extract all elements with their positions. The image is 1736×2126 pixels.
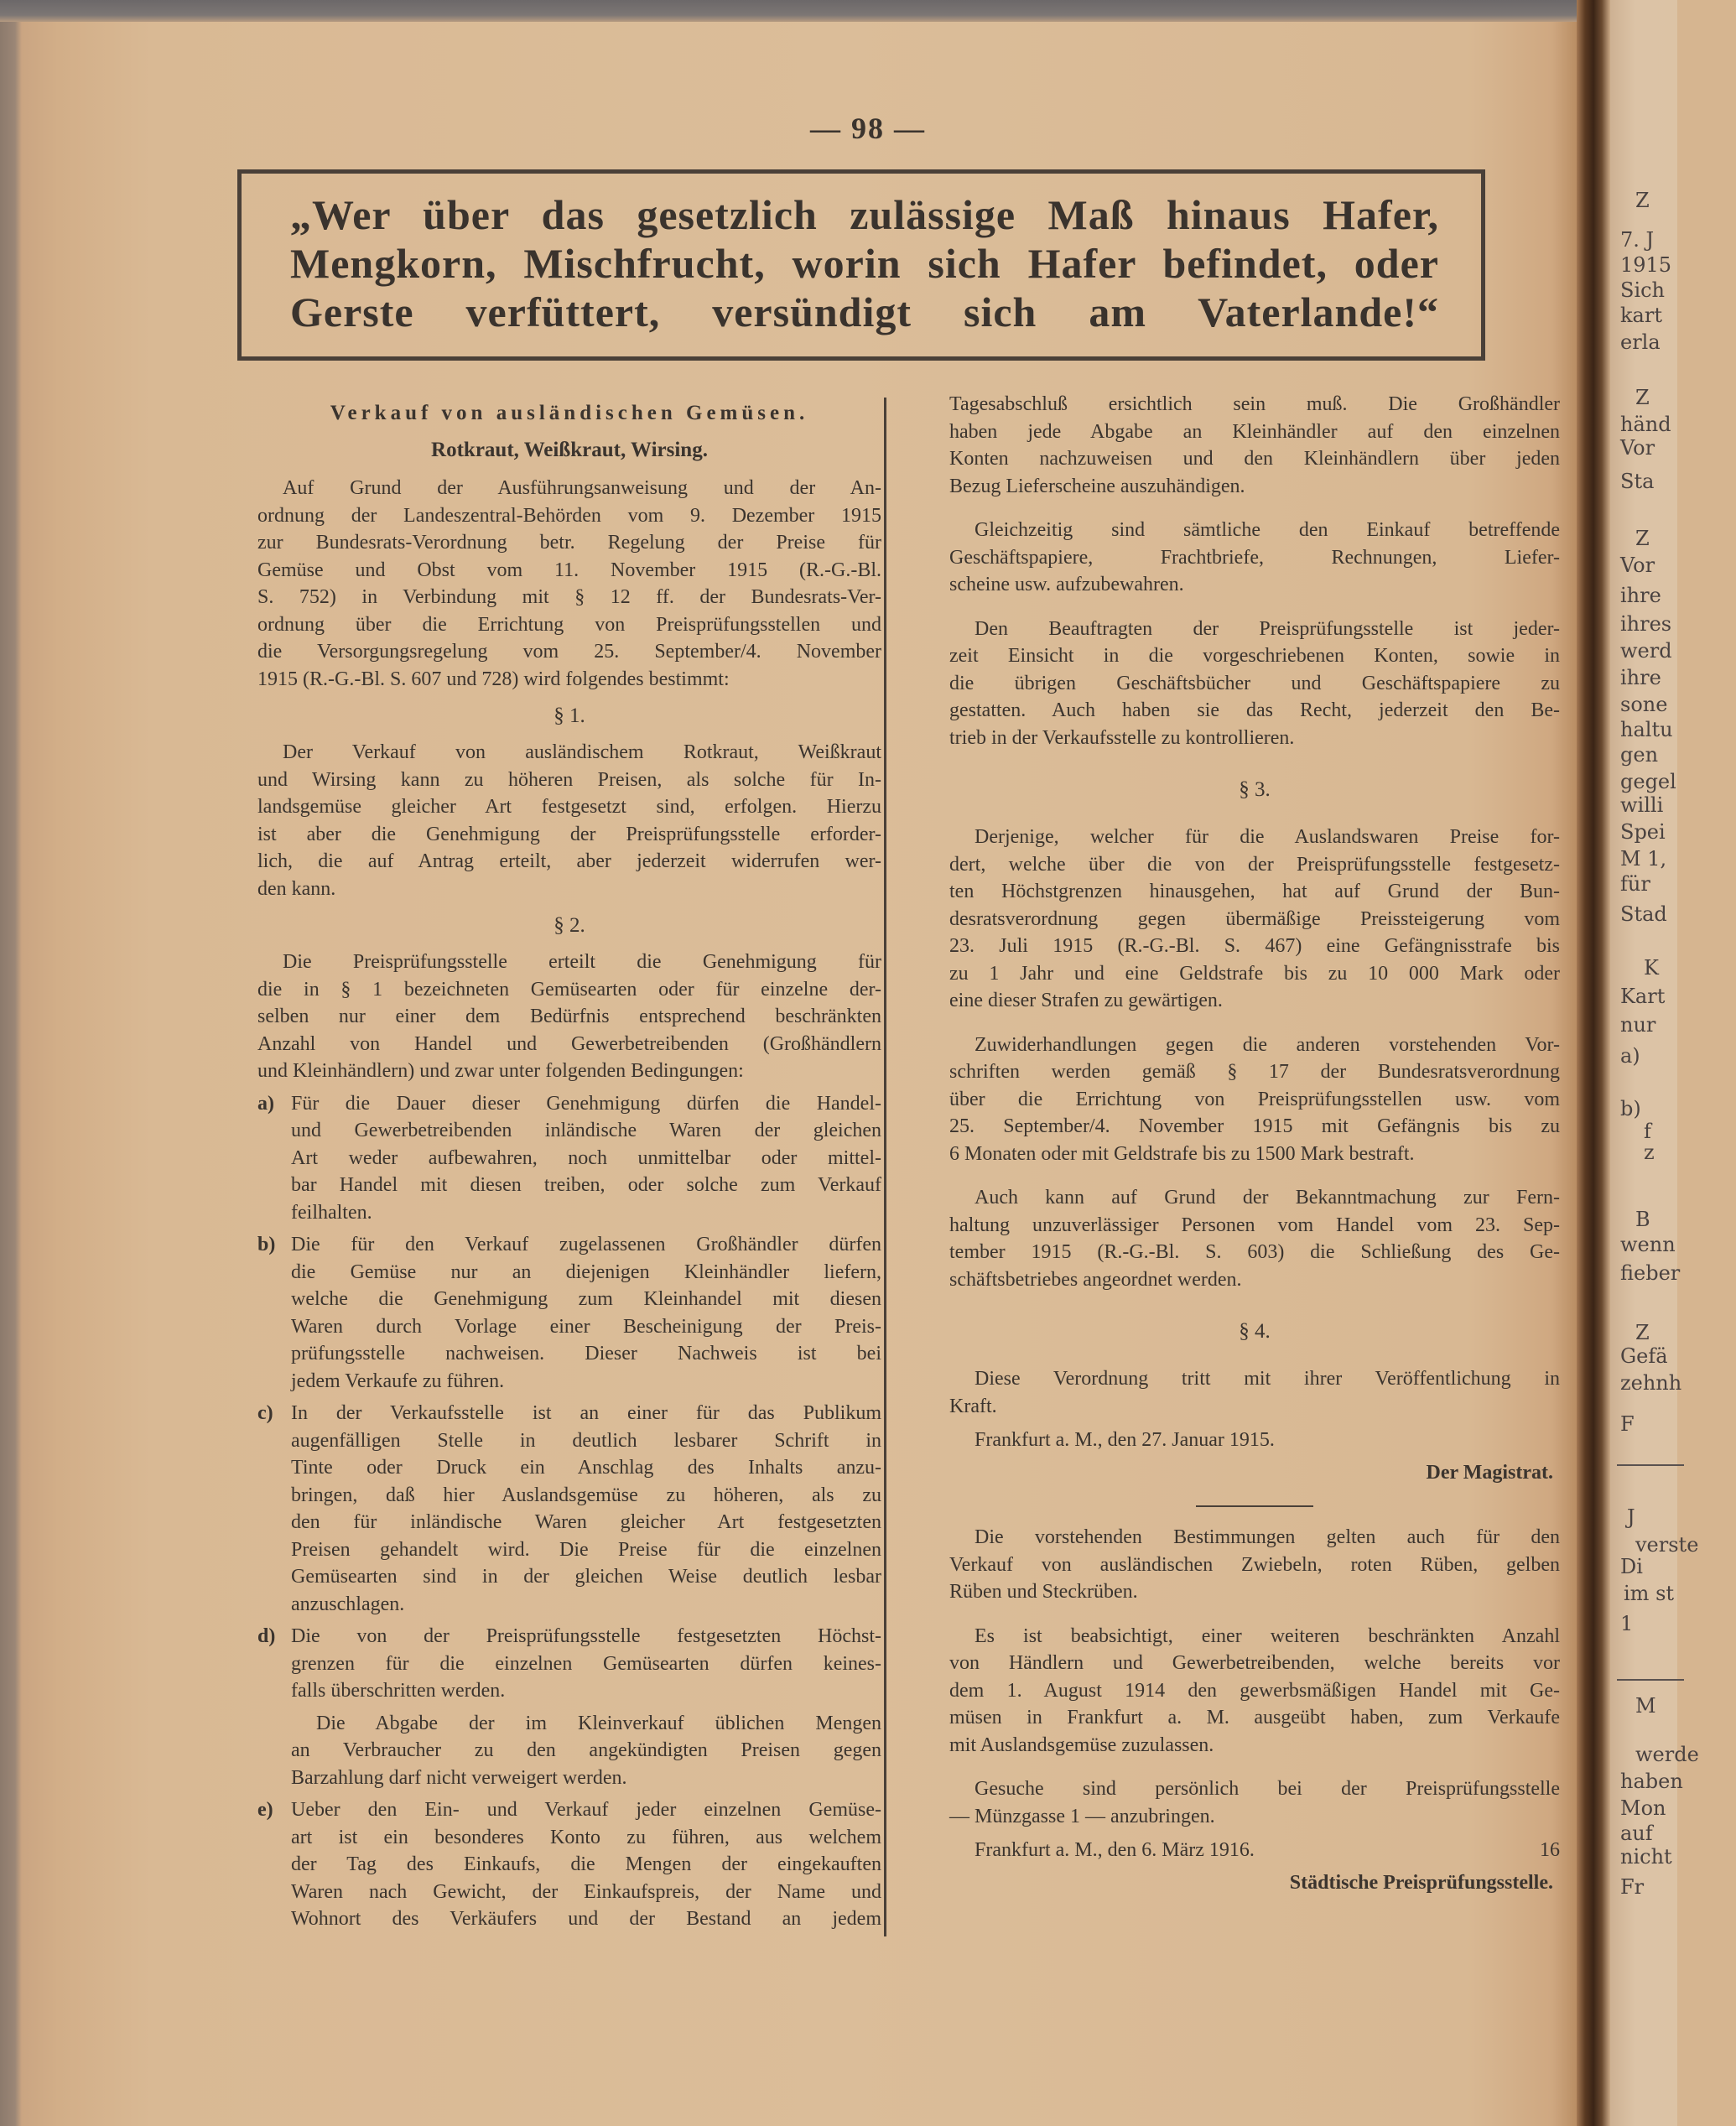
sub-paragraph [257,1710,881,1792]
adjacent-page-fragment: B [1635,1208,1650,1231]
page-number: — 98 — [810,112,926,145]
text-line: Auch kann auf Grund der Bekanntmachung zur Fern- [975,1187,1560,1209]
adjacent-page-fragment: erla [1620,330,1661,354]
text-line: landsgemüse gleicher Art festgesetzt sind, erfolgen. Hierzu [257,796,881,818]
adjacent-page-fragment: haltu [1620,718,1673,741]
text-line: Die vorstehenden Bestimmungen gelten auch für den [975,1526,1560,1548]
adjacent-page-fragment: wenn [1620,1233,1676,1256]
text-line: selben nur einer dem Bedürfnis entsprechend beschränkten [257,1006,881,1027]
text-line: lich, die auf Antrag erteilt, aber jederzeit widerrufen wer- [257,850,881,872]
text-line: dem 1. August 1914 den gewerbsmäßigen Handel mit Ge- [949,1679,1560,1702]
place-date-line [949,1837,1560,1864]
paragraph-continued [949,391,1560,500]
text-line: den für inländische Waren gleicher Art festgesetzten [291,1511,881,1533]
text-line: Preisen gehandelt wird. Die Preise für die einzelnen [291,1538,881,1561]
text-line: Bezug Lieferscheine auszuhändigen. [949,475,1245,497]
adjacent-page-fragment: Kart [1620,985,1666,1008]
adjacent-page-fragment: M 1, [1620,847,1667,871]
text-line: grenzen für die einzelnen Gemüsearten dürfen keines- [291,1652,881,1675]
adjacent-page-fragment: Z [1635,1321,1650,1344]
adjacent-page-fragment: verste [1635,1533,1699,1557]
headline-line: Mengkorn, Mischfrucht, worin sich Hafer befindet, oder [290,240,1439,287]
text-line: Die für den Verkauf zugelassenen Großhändler dürfen [291,1234,881,1255]
paragraph [257,739,881,902]
adjacent-page-fragment: Vor [1620,554,1655,577]
text-line: Kraft. [949,1395,997,1417]
text-line: gestatten. Auch haben sie das Recht, jederzeit den Be- [949,699,1560,721]
adjacent-page-fragment: Z [1635,189,1650,212]
adjacent-page-fragment: willi [1620,793,1664,817]
paragraph [949,1775,1560,1830]
text-line: eine dieser Strafen zu gewärtigen. [949,990,1223,1011]
text-line: Den Beauftragten der Preisprüfungsstelle ist jeder- [975,617,1560,640]
list-item [257,1796,881,1933]
text-line: In der Verkaufsstelle ist an einer für das Publikum [291,1402,881,1424]
notice-number: 16 [1540,1839,1560,1861]
adjacent-page-fragment: Gefä [1620,1344,1668,1368]
paragraph [949,824,1560,1015]
text-line: Waren nach Gewicht, der Einkaufspreis, der Name und [291,1880,881,1903]
paragraph [949,1524,1560,1606]
text-line: und Gewerbetreibenden inländische Waren der gleichen [291,1120,881,1141]
text-line: Die von der Preisprüfungsstelle festgesetzten Höchst- [291,1625,881,1647]
text-line: ordnung der Landeszentral-Behörden vom 9. Dezember 1915 [257,504,881,527]
text-line: schriften werden gemäß § 17 der Bundesratsverordnung [949,1061,1560,1083]
column-divider [884,398,886,1936]
text-line: jedem Verkaufe zu führen. [291,1370,505,1392]
text-line: Anzahl von Handel und Gewerbetreibenden (Großhändlern [257,1032,881,1055]
text-line: Zuwiderhandlungen gegen die anderen vorstehenden Vor- [975,1033,1560,1056]
text-line: die übrigen Geschäftsbücher und Geschäftspapiere zu [949,672,1560,694]
text-line: Die Preisprüfungsstelle erteilt die Genehmigung für [283,951,881,973]
text-line: 23. Juli 1915 (R.-G.-Bl. S. 467) eine Gefängnisstrafe bis [949,935,1560,957]
paragraph [949,517,1560,599]
text-line: desratsverordnung gegen übermäßige Preissteigerung vom [949,907,1560,930]
paragraph [949,1365,1560,1420]
list-item [257,1623,881,1705]
paragraph [949,1184,1560,1293]
section-heading: § 4. [1239,1320,1271,1343]
adjacent-page-fragment: Vor [1620,436,1655,460]
text-line: Rüben und Steckrüben. [949,1581,1138,1603]
article-title: Verkauf von ausländischen Gemüsen. [330,402,809,424]
text-line: müsen in Frankfurt a. M. ausgeübt haben, zum Verkaufe [949,1707,1560,1728]
text-line: welche die Genehmigung zum Kleinhandel mit diesen [291,1288,881,1310]
adjacent-page-fragment: z [1644,1141,1655,1164]
text-line: Für die Dauer dieser Genehmigung dürfen die Handel- [291,1092,881,1115]
text-line: zur Bundesrats-Verordnung betr. Regelung der Preise für [257,532,881,554]
left-column [257,395,881,1933]
text-line: die Versorgungsregelung vom 25. September/4. November [257,641,881,663]
text-line: Es ist beabsichtigt, einer weiteren beschränkten Anzahl [975,1624,1560,1647]
adjacent-page-fragment: sone [1620,693,1668,716]
scan-top-edge [0,0,1581,22]
adjacent-page-fragment: Z [1635,386,1650,409]
text-line: 1915 (R.-G.-Bl. S. 607 und 728) wird folgendes bestimmt: [257,668,730,690]
text-line: Derjenige, welcher für die Auslandswaren Preise for- [975,826,1560,848]
list-item [257,1231,881,1395]
text-line: Die Abgabe der im Kleinverkauf üblichen Mengen [316,1712,881,1734]
text-line: S. 752) in Verbindung mit § 12 ff. der Bundesrats-Ver- [257,586,881,608]
article-subtitle: Rotkraut, Weißkraut, Wirsing. [431,439,708,461]
adjacent-page-fragment: haben [1620,1770,1683,1793]
adjacent-page-fragment: ihre [1620,666,1661,689]
text-line: Konten nachzuweisen und den Kleinhändlern über jeden [949,448,1560,470]
text-line: Auf Grund der Ausführungsanweisung und der An- [283,477,881,499]
text-line: trieb in der Verkaufsstelle zu kontrollieren. [949,726,1295,749]
list-item-label: e) [257,1799,273,1821]
text-line: Gemüse und Obst vom 11. November 1915 (R.-G.-Bl. [257,559,881,581]
text-line: haben jede Abgabe an Kleinhändler auf den einzelnen [949,420,1560,443]
text-line: an Verbraucher zu den angekündigten Preisen gegen [291,1739,881,1761]
text-line: Verkauf von ausländischen Zwiebeln, roten Rüben, gelben [949,1553,1560,1576]
list-item-label: b) [257,1234,276,1255]
right-column [949,391,1560,1897]
text-line: Gesuche sind persönlich bei der Preisprüfungsstelle [975,1778,1560,1800]
text-line: die Gemüse nur an diejenigen Kleinhändler liefern, [291,1261,881,1283]
headline-box [237,169,1485,361]
section-heading: § 3. [1239,778,1271,801]
adjacent-page-fragment: auf [1620,1822,1653,1845]
adjacent-page-fragment: Stad [1620,902,1667,926]
adjacent-page-fragment: händ [1620,413,1671,436]
text-line: feilhalten. [291,1201,372,1224]
list-item [257,1400,881,1618]
text-line: scheine usw. aufzubewahren. [949,574,1184,595]
adjacent-page-fragment: fieber [1620,1261,1681,1285]
paragraph [949,1032,1560,1168]
text-line: augenfälligen Stelle in deutlich lesbarer Schrift in [291,1429,881,1452]
adjacent-page-fragment: nur [1620,1013,1656,1037]
adjacent-page-fragment: Sich [1620,278,1666,302]
list-item-label: d) [257,1625,276,1647]
text-line: der Tag des Einkaufs, die Mengen der eingekauften [291,1853,881,1875]
text-line: ist aber die Genehmigung der Preisprüfungsstelle erforder- [257,823,881,845]
paragraph [257,949,881,1085]
section-heading: § 2. [554,914,585,937]
place-date: Frankfurt a. M., den 27. Januar 1915. [975,1429,1275,1451]
text-line: Wohnort des Verkäufers und der Bestand an jedem [291,1908,881,1930]
adjacent-page-fragment: werd [1620,639,1672,663]
text-line: falls überschritten werden. [291,1680,506,1702]
text-line: Gleichzeitig sind sämtliche den Einkauf betreffende [975,519,1560,541]
adjacent-page-fragment: F [1620,1412,1635,1436]
paragraph [949,1623,1560,1760]
signature: Der Magistrat. [1426,1462,1553,1484]
text-line: Tagesabschluß ersichtlich sein muß. Die Großhändler [949,393,1560,415]
adjacent-page-fragment: werde [1635,1743,1699,1766]
adjacent-page-fragment: f [1644,1120,1651,1143]
text-line: Barzahlung darf nicht verweigert werden. [291,1766,627,1789]
adjacent-page-fragment: J [1627,1505,1635,1529]
text-line: dert, welche über die von der Preisprüfungsstelle festgesetz- [949,853,1560,876]
text-line: und Kleinhändlern) und zwar unter folgenden Bedingungen: [257,1060,744,1082]
list-item-label: c) [257,1402,273,1424]
paragraph [257,475,881,693]
adjacent-page-fragment: gegel [1620,770,1676,793]
adjacent-page-fragment: im st [1624,1582,1675,1605]
text-line: ten Höchstgrenzen hinausgehen, hat auf Grund der Bun- [949,881,1560,902]
adjacent-page-fragment: Fr [1620,1875,1645,1899]
adjacent-page-fragment: für [1620,872,1650,896]
text-line: Diese Verordnung tritt mit ihrer Veröffentlichung in [975,1368,1560,1390]
signature: Städtische Preisprüfungsstelle. [1289,1872,1553,1894]
headline-line: „Wer über das gesetzlich zulässige Maß hinaus Hafer, [290,191,1439,238]
headline-line: Gerste verfüttert, versündigt sich am Vaterlande!“ [290,288,1439,335]
adjacent-page-fragment: 1915 [1620,253,1672,277]
text-line: von Händlern und Gewerbetreibenden, welche bereits vor [949,1652,1560,1674]
text-line: und Wirsing kann zu höheren Preisen, als solche für In- [257,768,881,791]
separator-rule [1196,1505,1313,1507]
book-gutter [1577,0,1610,2126]
adjacent-page-fragment: Spei [1620,820,1666,844]
text-line: anzuschlagen. [291,1593,405,1615]
text-line: haltung unzuverlässiger Personen vom Handel vom 23. Sep- [949,1214,1560,1236]
adjacent-page-fragment: ihres [1620,612,1672,636]
text-line: bringen, daß hier Auslandsgemüse zu höheren, als zu [291,1484,881,1506]
text-line: art ist ein besonderes Konto zu führen, aus welchem [291,1826,881,1848]
text-line: zu 1 Jahr und eine Geldstrafe bis zu 10 000 Mark oder [949,962,1560,985]
adjacent-page-fragment: Sta [1620,470,1655,493]
text-line: über die Errichtung von Preisprüfungsstellen usw. vom [949,1088,1560,1110]
text-line: Geschäftspapiere, Frachtbriefe, Rechnungen, Liefer- [949,546,1560,569]
adjacent-page-fragment: a) [1620,1044,1640,1068]
section-heading: § 1. [554,704,585,727]
adjacent-page-fragment: Z [1635,527,1650,550]
text-line: den kann. [257,877,336,900]
text-line: Ueber den Ein- und Verkauf jeder einzelnen Gemüse- [291,1799,881,1821]
adjacent-page-rule [1617,1679,1684,1681]
adjacent-page-fragment: zehnh [1620,1371,1682,1395]
adjacent-page-fragment: Mon [1620,1796,1666,1820]
adjacent-page-strip [1610,0,1699,2126]
adjacent-page-fragment: gen [1620,743,1659,767]
list-item-label: a) [257,1092,274,1115]
text-line: Art weder aufbewahren, noch unmittelbar oder mittel- [291,1146,881,1169]
text-line: tember 1915 (R.-G.-Bl. S. 603) die Schließung des Ge- [949,1241,1560,1263]
text-line: Tinte oder Druck ein Anschlag des Inhalts anzu- [291,1457,881,1479]
adjacent-page-fragment: b) [1620,1097,1641,1120]
place-date-line [949,1427,1560,1454]
text-line: — Münzgasse 1 — anzubringen. [949,1805,1215,1827]
adjacent-page-fragment: nicht [1620,1845,1672,1869]
text-line: mit Auslandsgemüse zuzulassen. [949,1734,1214,1756]
place-date: Frankfurt a. M., den 6. März 1916. [975,1839,1255,1861]
text-line: die in § 1 bezeichneten Gemüsearten oder für einzelne der- [257,978,881,1001]
text-line: Waren durch Vorlage einer Bescheinigung der Preis- [291,1315,881,1338]
adjacent-page-fragment: ihre [1620,584,1661,607]
adjacent-page-fragment: 7. J [1620,228,1655,252]
paragraph [949,616,1560,752]
adjacent-page-rule [1617,1464,1684,1466]
adjacent-page-fragment: K [1644,956,1659,980]
text-line: Gemüsearten sind in der gleichen Weise deutlich lesbar [291,1566,881,1588]
list-item [257,1090,881,1227]
text-line: schäftsbetriebes angeordnet werden. [949,1268,1242,1291]
adjacent-page-fragment: 1 [1620,1612,1634,1635]
text-line: prüfungsstelle nachweisen. Dieser Nachweis ist bei [291,1343,881,1364]
text-line: 6 Monaten oder mit Geldstrafe bis zu 1500 Mark bestraft. [949,1142,1415,1165]
adjacent-page-fragment: Di [1620,1555,1643,1578]
text-line: bar Handel mit diesen treiben, oder solche zum Verkauf [291,1174,881,1196]
text-line: zeit Einsicht in die vorgeschriebenen Konten, sowie in [949,645,1560,667]
adjacent-page-fragment: M [1635,1694,1656,1718]
text-line: 25. September/4. November 1915 mit Gefängnis bis zu [949,1115,1560,1137]
adjacent-page-fragment: kart [1620,304,1662,327]
text-line: ordnung über die Errichtung von Preisprüfungsstellen und [257,613,881,636]
text-line: Der Verkauf von ausländischem Rotkraut, Weißkraut [283,741,881,763]
